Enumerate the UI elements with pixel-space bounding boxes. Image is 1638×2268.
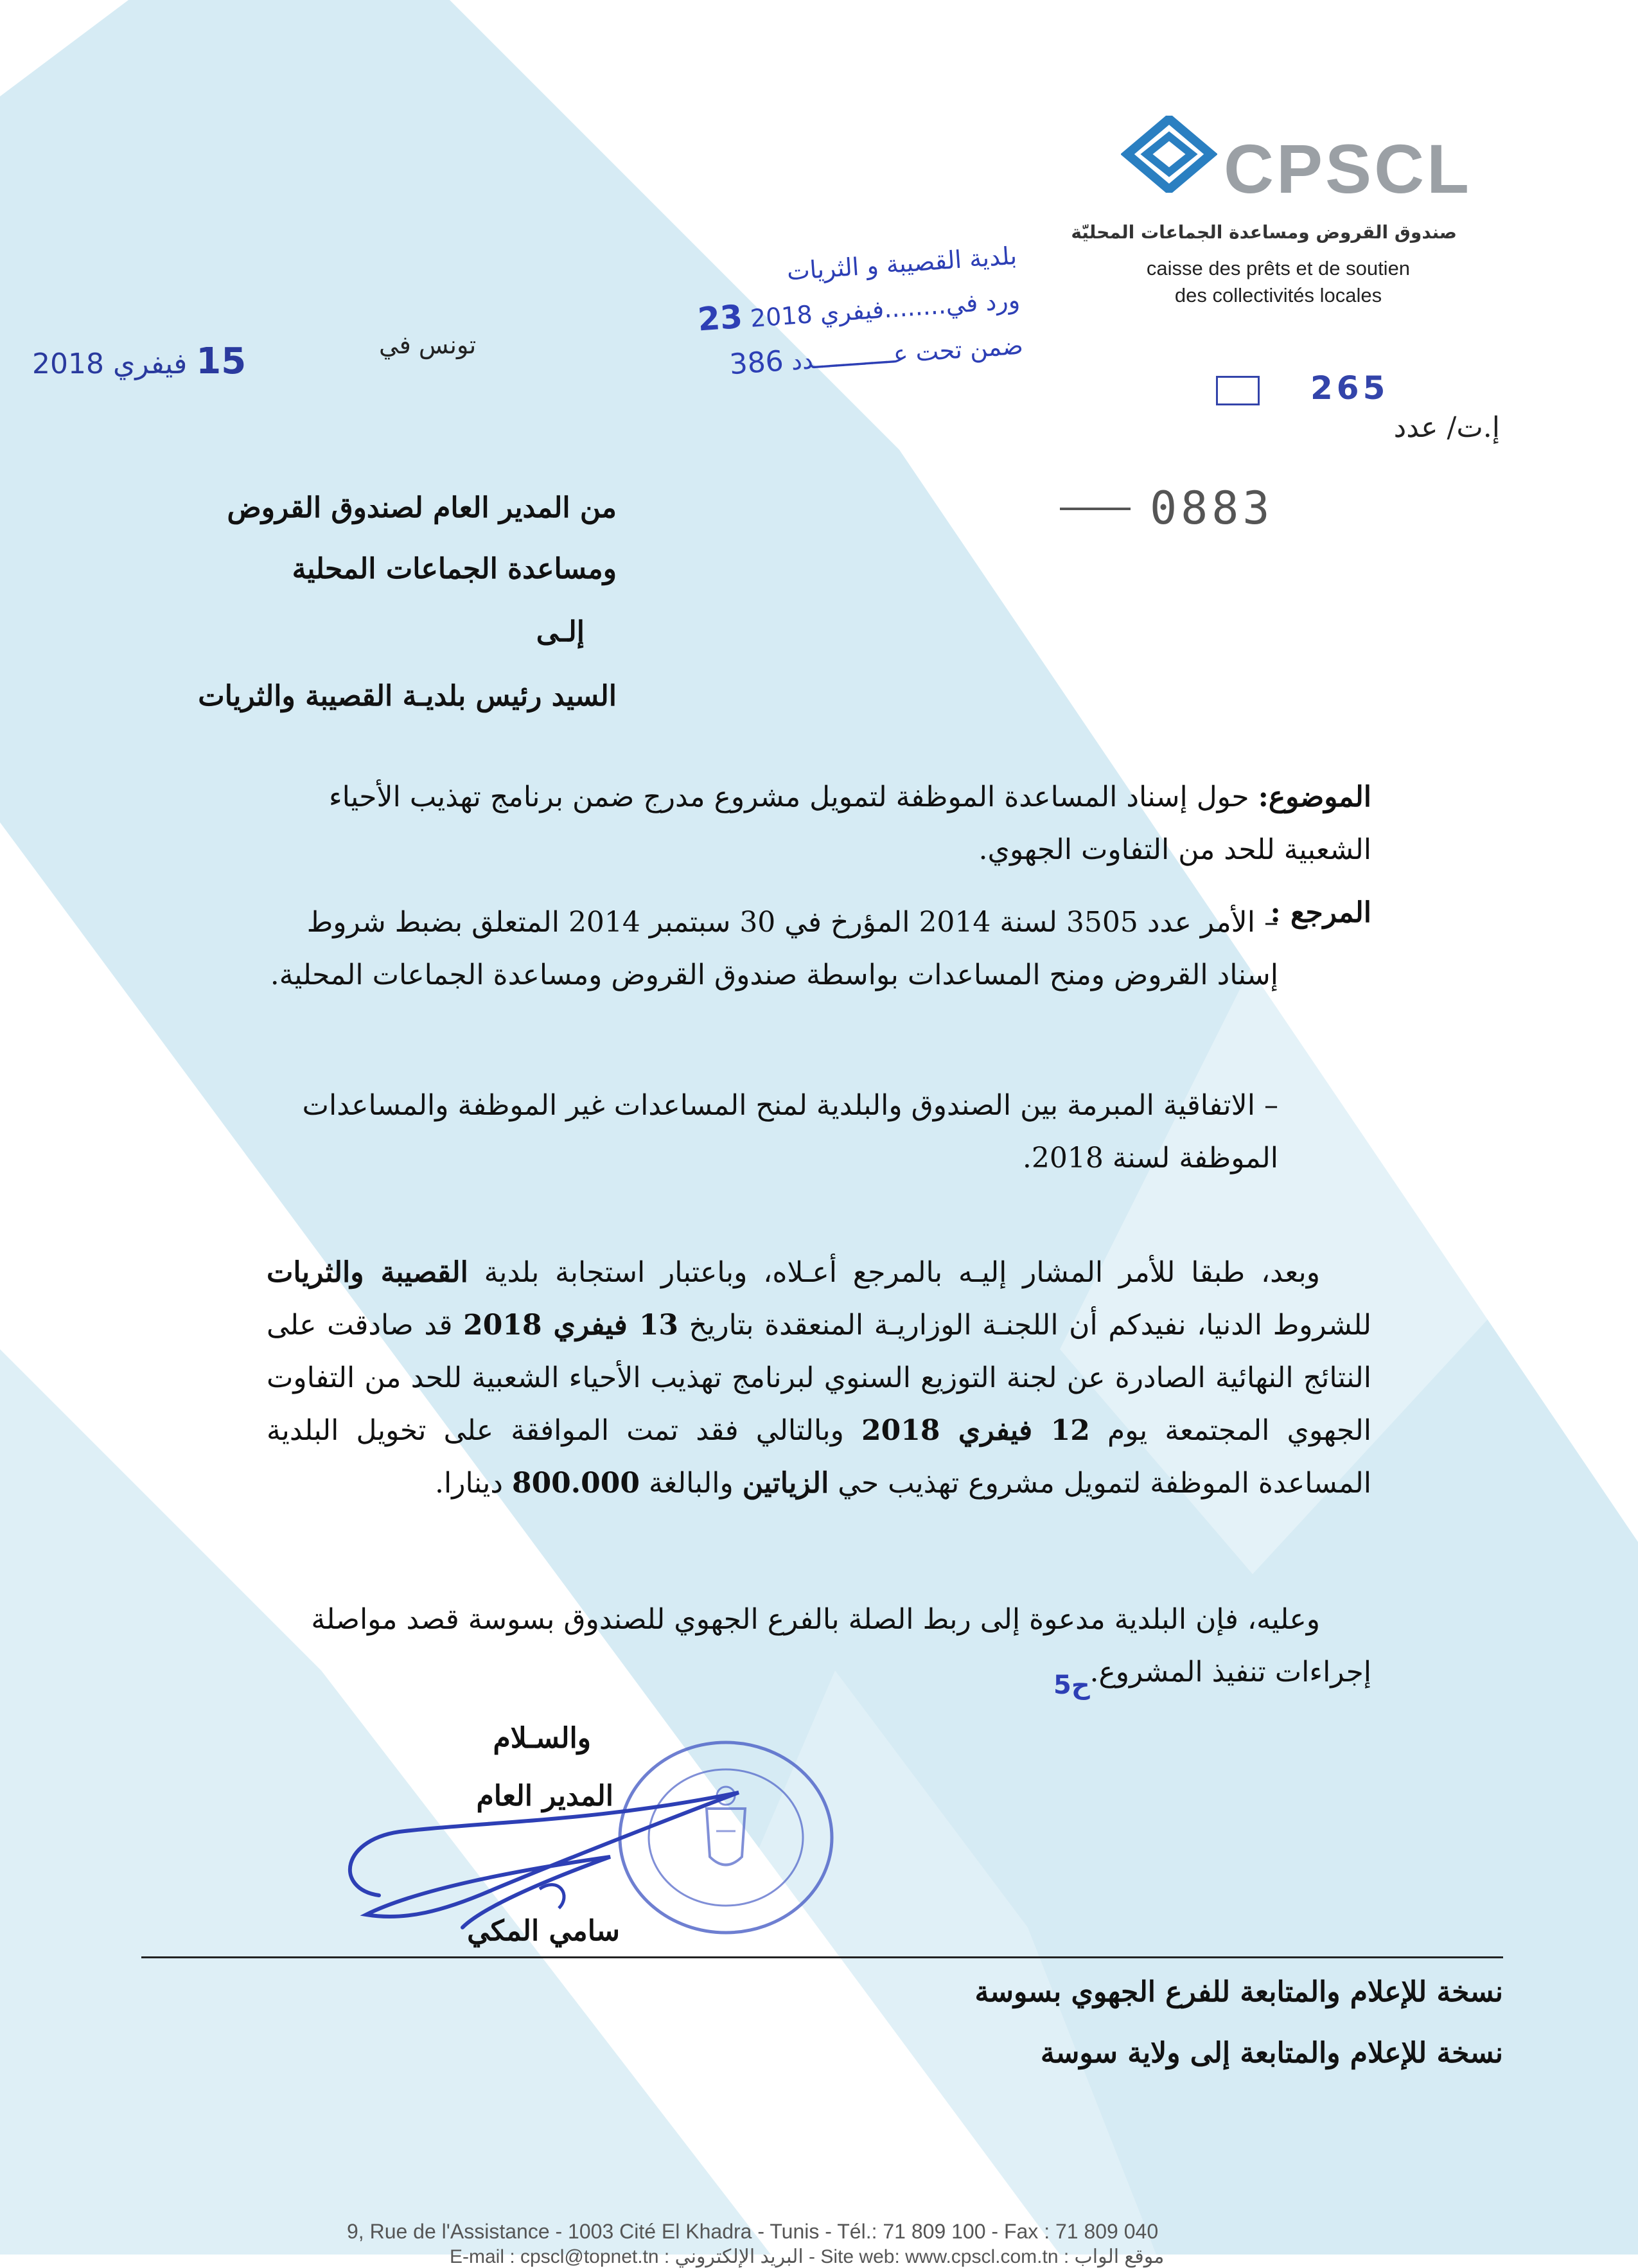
date-year: 2018 (32, 348, 104, 380)
copy-recipient-2: نسخة للإعلام والمتابعة إلى ولاية سوسة (1040, 2037, 1503, 2069)
reference-number: 265 (1310, 369, 1389, 407)
serial-number: 0883 (1150, 482, 1274, 535)
reference-item-1: – الأمر عدد 3505 لسنة 2014 المؤرخ في 30 سبتمبر 2014 المتعلق بضبط شروط إسناد القروض ومنح المساعدات بواسطة صندوق القروض ومساعدة الجماعات المحلية. (270, 906, 1278, 991)
footer-address: 9, Rue de l'Assistance - 1003 Cité El Khadra - Tunis - Tél.: 71 809 100 - Fax : 71 809 040 (347, 2220, 1159, 2243)
references-label: المرجع : (1270, 896, 1371, 929)
footer-contact: E-mail : cpscl@topnet.tn : البريد الإلكتروني - Site web: www.cpscl.com.tn : موقع الواب (450, 2246, 1165, 2267)
reference-label: إ.ت/ عدد (1393, 411, 1500, 444)
org-name-french-line1: caisse des prêts et de soutien (1146, 257, 1411, 279)
date-month: فيفري (112, 348, 188, 380)
recipient: السيد رئيس بلديـة القصيبة والثريات (198, 680, 617, 713)
grant-amount: 800.000 (511, 1467, 640, 1500)
date-stamp (32, 341, 246, 382)
subject-block (267, 771, 1371, 876)
ink-annotation: 5ح (1053, 1670, 1090, 1700)
to-label: إلـى (536, 616, 585, 648)
neighborhood-name: الزياتين (742, 1467, 829, 1500)
committee-date: 13 فيفري 2018 (463, 1309, 679, 1342)
received-stamp (644, 240, 1039, 414)
received-stamp-number: ضمن تحت عـــــــــــدد 386 (728, 331, 1025, 382)
cpscl-logo-icon (1121, 116, 1217, 193)
copies-divider (141, 1956, 1503, 1958)
received-stamp-municipality: بلدية القصيبة و الثريات (786, 241, 1018, 286)
salutation: والسـلام (493, 1722, 591, 1755)
meeting-date: 12 فيفري 2018 (861, 1414, 1090, 1447)
body-paragraph-1: وبعد، طبقا للأمر المشار إليـه بالمرجع أعـلاه، وباعتبار استجابة بلدية القصيبة والثريات للشروط الدنيا، نفيدكم أن اللجنـة الوزاريـة المنعقدة بتاريخ 13 فيفري 2018 قد صادقت على النتائج النهائية الصادرة عن لجنة التوزيع السنوي لبرنامج تهذيب الأحياء الشعبية للحد من التفاوت الجهوي المجتمعة يوم 12 فيفري 2018 وبالتالي فقد تمت الموافقة على تخويل البلدية المساعدة الموظفة لتمويل مشروع تهذيب حي الزياتين والبالغة 800.000 دينارا. (267, 1256, 1372, 1500)
signature-icon (328, 1760, 777, 1940)
reference-item-2: – الاتفاقية المبرمة بين الصندوق والبلدية لمنح المساعدات غير الموظفة والمساعدات الموظفة لسنة 2018. (302, 1089, 1278, 1174)
director-title: المدير العام (476, 1780, 613, 1812)
org-name-french-line2: des collectivités locales (1174, 284, 1382, 306)
received-stamp-num-value: 386 (728, 344, 785, 382)
place-label: تونس في (379, 331, 477, 359)
received-stamp-date: ورد في........فيفري 2018 23 (696, 285, 1021, 339)
subject-label: الموضوع: (1258, 781, 1371, 813)
logo-wordmark: CPSCL (1224, 130, 1472, 208)
serial-dash (1060, 508, 1131, 510)
ref-stamp-box (1216, 376, 1260, 405)
director-name: سامي المكي (467, 1915, 620, 1947)
sender-line-1: من المدير العام لصندوق القروض (227, 492, 617, 524)
org-name-arabic: صندوق القروض ومساعدة الجماعات المحليّة (1071, 222, 1457, 243)
received-stamp-day: 23 (696, 297, 744, 339)
sender-line-2: ومساعدة الجماعات المحلية (292, 553, 617, 585)
copy-recipient-1: نسخة للإعلام والمتابعة للفرع الجهوي بسوسة (974, 1976, 1503, 2008)
municipality-name: القصيبة والثريات (267, 1256, 468, 1289)
body-paragraph-2: وعليه، فإن البلدية مدعوة إلى ربط الصلة بالفرع الجهوي للصندوق بسوسة قصد مواصلة إجراءات تنفيذ المشروع. (311, 1603, 1371, 1688)
subject-text: حول إسناد المساعدة الموظفة لتمويل مشروع مدرج ضمن برنامج تهذيب الأحياء الشعبية للحد من التفاوت الجهوي. (328, 781, 1371, 866)
date-day: 15 (196, 341, 247, 382)
